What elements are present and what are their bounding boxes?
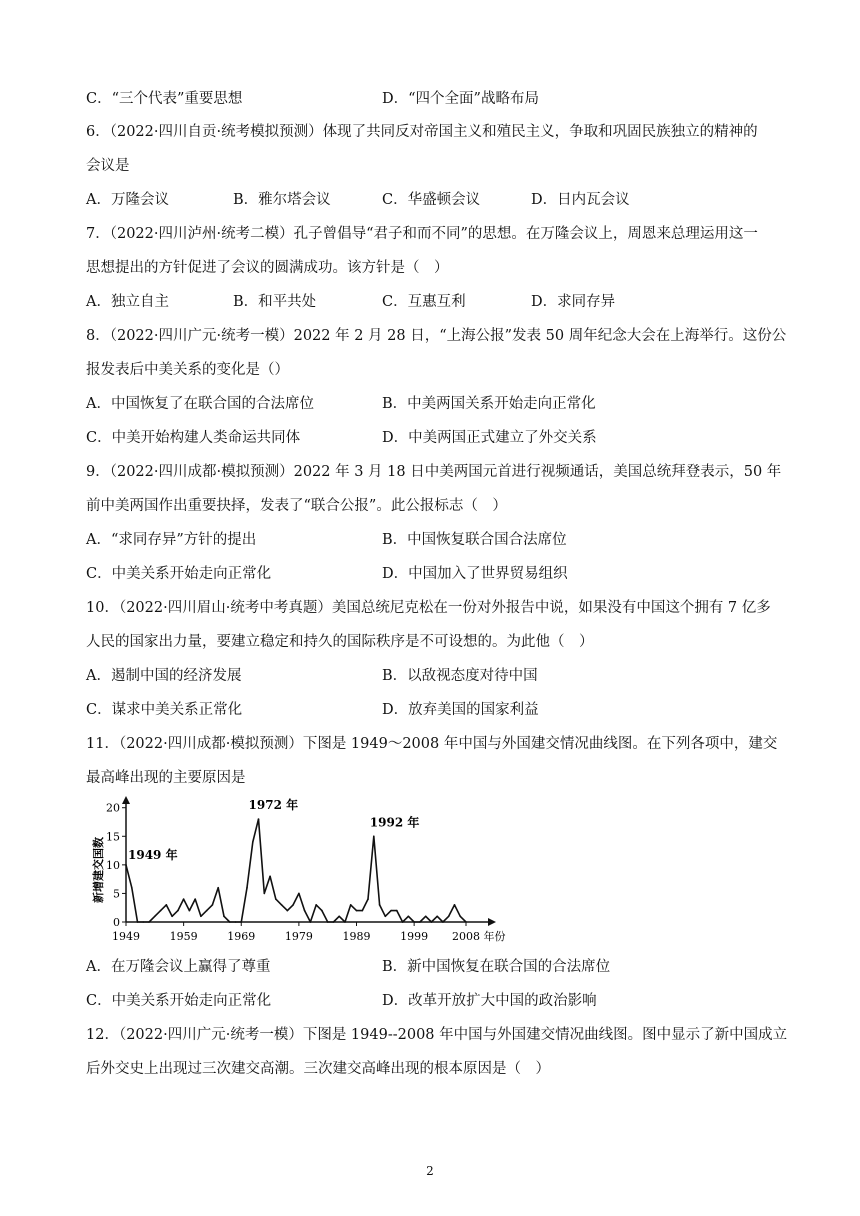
data-point [148,921,150,923]
q9-option-c: C．中美关系开始走向正常化 [86,566,272,582]
data-point [142,921,144,923]
data-point [402,921,404,923]
series-line [126,819,466,922]
data-point [385,915,387,917]
data-point [436,915,438,917]
data-point [223,915,225,917]
q6-option-d: D．日内瓦会议 [531,192,630,208]
data-point [183,898,185,900]
q7-option-a: A．独立自主 [86,294,169,310]
q6-option-b: B．雅尔塔会议 [233,192,331,208]
x-axis-arrow [488,918,496,926]
q11-option-d: D．改革开放扩大中国的政治影响 [382,993,597,1009]
data-point [246,887,248,889]
y-tick-label: 20 [106,801,120,815]
q8-option-b: B．中美两国关系开始走向正常化 [382,396,596,412]
data-point [408,915,410,917]
y-tick-label: 15 [106,830,120,844]
peak-annotation: 1949 年 [128,847,178,862]
q11-stem-line-1: 11．（2022·四川成都·模拟预测）下图是 1949～2008 年中国与外国建交情况曲线图。在下列各项中，建交 [86,736,778,752]
q10-stem-line-1: 10．（2022·四川眉山·统考中考真题）美国总统尼克松在一份对外报告中说，如果没有中国这个拥有 7 亿多 [86,600,771,616]
data-point [373,835,375,837]
data-point [264,893,266,895]
q11-option-c: C．中美关系开始走向正常化 [86,993,272,1009]
data-point [229,921,231,923]
x-tick-label: 1949 [112,930,140,943]
q9-option-b: B．中国恢复联合国合法席位 [382,532,567,548]
data-point [240,921,242,923]
data-point [321,910,323,912]
y-tick-label: 5 [113,887,120,901]
data-point [200,915,202,917]
y-axis-label: 新增建交国数 [92,837,105,903]
data-point [252,841,254,843]
q8-stem-line-2: 报发表后中美关系的变化是（） [86,362,289,378]
data-point [442,921,444,923]
y-tick-label: 10 [106,858,120,872]
q5-option-d: D．“四个全面”战略布局 [382,91,539,107]
data-point [125,864,127,866]
q5-option-c: C．“三个代表”重要思想 [86,91,243,107]
q11-option-a: A．在万隆会议上赢得了尊重 [86,959,271,975]
peak-annotation: 1992 年 [369,815,420,830]
data-point [361,910,363,912]
x-tick-label: 1969 [227,930,256,943]
q11-option-b: B．新中国恢复在联合国的合法席位 [382,959,611,975]
data-point [413,921,415,923]
data-point [212,904,214,906]
q7-option-d: D．求同存异 [531,294,616,310]
q10-stem-line-2: 人民的国家出力量，要建立稳定和持久的国际秩序是不可设想的。为此他（ ） [86,634,594,650]
q9-stem-line-1: 9．（2022·四川成都·模拟预测）2022 年 3 月 18 日中美两国元首进行视频通话，美国总统拜登表示，50 年 [86,464,782,480]
peak-annotation: 1972 年 [248,798,299,813]
q7-stem-line-1: 7．（2022·四川泸州·统考二模）孔子曾倡导“君子和而不同”的思想。在万隆会议上，周恩来总理运用这一 [86,226,758,242]
data-point [131,887,133,889]
data-point [292,904,294,906]
data-point [379,904,381,906]
q6-option-a: A．万隆会议 [86,192,169,208]
data-point [287,910,289,912]
q9-option-a: A．“求同存异”方针的提出 [86,532,257,548]
data-point [350,904,352,906]
data-point [327,921,329,923]
q8-option-a: A．中国恢复了在联合国的合法席位 [86,396,314,412]
x-tick-label: 1999 [400,930,429,943]
diplomatic-relations-line-chart [86,796,526,948]
data-point [465,921,467,923]
y-axis-arrow [122,796,130,804]
data-point [367,898,369,900]
q10-option-d: D．放弃美国的国家利益 [382,702,539,718]
data-point [333,921,335,923]
data-point [419,921,421,923]
data-point [310,921,312,923]
q9-option-d: D．中国加入了世界贸易组织 [382,566,568,582]
q9-stem-line-2: 前中美两国作出重要抉择，发表了“联合公报”。此公报标志（ ） [86,498,507,514]
data-point [258,818,260,820]
x-tick-label: 1979 [284,930,313,943]
data-point [454,904,456,906]
data-point [217,887,219,889]
data-point [137,921,139,923]
q8-option-c: C．中美开始构建人类命运共同体 [86,430,301,446]
q12-stem-line-1: 12．（2022·四川广元·统考一模）下图是 1949--2008 年中国与外国建交情况曲线图。图中显示了新中国成立 [86,1027,788,1043]
data-point [160,910,162,912]
q10-option-a: A．遏制中国的经济发展 [86,668,242,684]
data-point [344,921,346,923]
data-point [166,904,168,906]
q6-option-c: C．华盛顿会议 [382,192,481,208]
data-point [171,915,173,917]
q7-option-c: C．互惠互利 [382,294,466,310]
data-point [396,910,398,912]
data-point [154,915,156,917]
x-tick-label: 1959 [169,930,198,943]
data-point [390,910,392,912]
data-point [298,893,300,895]
data-point [448,915,450,917]
data-point [425,915,427,917]
data-point [459,915,461,917]
q6-stem-line-1: 6．（2022·四川自贡·统考模拟预测）体现了共同反对帝国主义和殖民主义，争取和巩固民族独立的精神的 [86,124,758,140]
page-number: 2 [426,1164,434,1178]
q10-option-b: B．以敌视态度对待中国 [382,668,538,684]
q6-stem-line-2: 会议是 [86,158,130,174]
q8-stem-line-1: 8．（2022·四川广元·统考一模）2022 年 2 月 28 日，“上海公报”发表 50 周年纪念大会在上海举行。这份公 [86,328,787,344]
data-point [275,898,277,900]
data-point [194,898,196,900]
x-tick-label: 2008 年份 [452,930,506,943]
data-point [281,904,283,906]
data-point [177,910,179,912]
q7-option-b: B．和平共处 [233,294,317,310]
data-point [235,921,237,923]
data-point [356,910,358,912]
y-tick-label: 0 [113,916,120,929]
q12-stem-line-2: 后外交史上出现过三次建交高潮。三次建交高峰出现的根本原因是（ ） [86,1061,550,1077]
data-point [206,910,208,912]
q10-option-c: C．谋求中美关系正常化 [86,702,243,718]
data-point [269,875,271,877]
data-point [189,910,191,912]
data-point [304,910,306,912]
q8-option-d: D．中美两国正式建立了外交关系 [382,430,597,446]
data-point [431,921,433,923]
data-point [338,915,340,917]
q11-stem-line-2: 最高峰出现的主要原因是 [86,770,246,786]
data-point [315,904,317,906]
q7-stem-line-2: 思想提出的方针促进了会议的圆满成功。该方针是（ ） [86,260,449,276]
x-tick-label: 1989 [342,930,371,943]
